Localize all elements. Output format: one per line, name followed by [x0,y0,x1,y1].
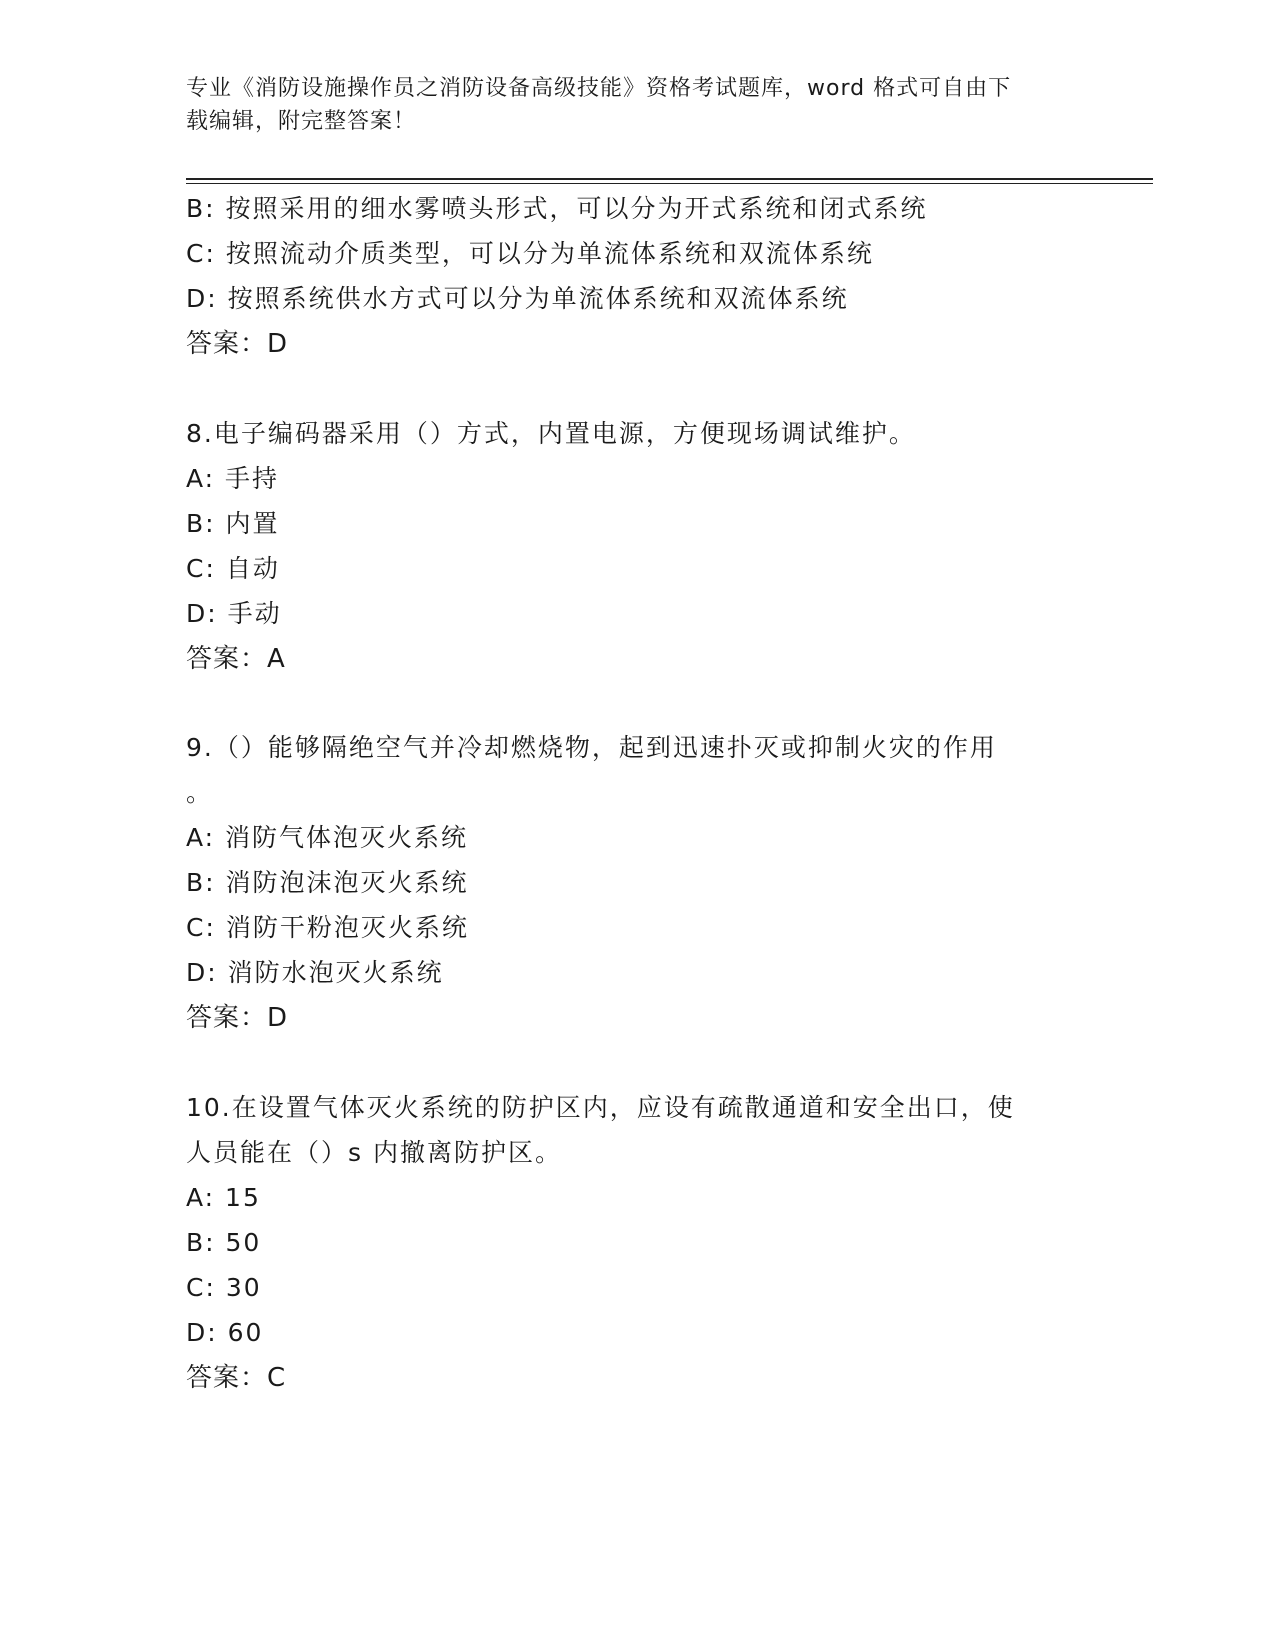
q10-option-d: D: 60 [186,1318,264,1347]
q9-stem-line-2: 。 [186,778,214,807]
document-header [186,72,1066,138]
q7-answer: 答案：D [186,329,289,359]
q10-option-b: B: 50 [186,1228,262,1257]
q7-option-d: D: 按照系统供水方式可以分为单流体系统和双流体系统 [186,284,849,313]
header-line-1: 专业《消防设施操作员之消防设备高级技能》资格考试题库，word 格式可自由下 [186,76,1012,101]
q9-answer: 答案：D [186,1003,289,1033]
q8-stem: 8.电子编码器采用（）方式，内置电源，方便现场调试维护。 [186,419,916,448]
q8-option-a: A: 手持 [186,464,280,493]
q8-option-c: C: 自动 [186,554,280,583]
q7-option-b: B: 按照采用的细水雾喷头形式，可以分为开式系统和闭式系统 [186,194,928,223]
q8-answer: 答案：A [186,644,286,674]
header-rule-thick [186,178,1153,180]
q9-option-d: D: 消防水泡灭火系统 [186,958,444,987]
q9-option-c: C: 消防干粉泡灭火系统 [186,913,469,942]
q10-stem-line-2: 人员能在（）s 内撤离防护区。 [186,1138,562,1167]
q9-stem-line-1: 9.（）能够隔绝空气并冷却燃烧物，起到迅速扑灭或抑制火灾的作用 [186,733,997,762]
q9-option-b: B: 消防泡沫泡灭火系统 [186,868,469,897]
q10-option-a: A: 15 [186,1183,261,1212]
q10-stem-line-1: 10.在设置气体灭火系统的防护区内，应设有疏散通道和安全出口，使 [186,1093,1015,1122]
q8-option-d: D: 手动 [186,599,282,628]
q9-option-a: A: 消防气体泡灭火系统 [186,823,469,852]
header-line-2: 载编辑，附完整答案！ [186,109,417,134]
q8-option-b: B: 内置 [186,509,280,538]
header-rule-thin [186,183,1153,184]
q10-answer: 答案：C [186,1363,287,1393]
q7-option-c: C: 按照流动介质类型，可以分为单流体系统和双流体系统 [186,239,874,268]
q10-option-c: C: 30 [186,1273,262,1302]
